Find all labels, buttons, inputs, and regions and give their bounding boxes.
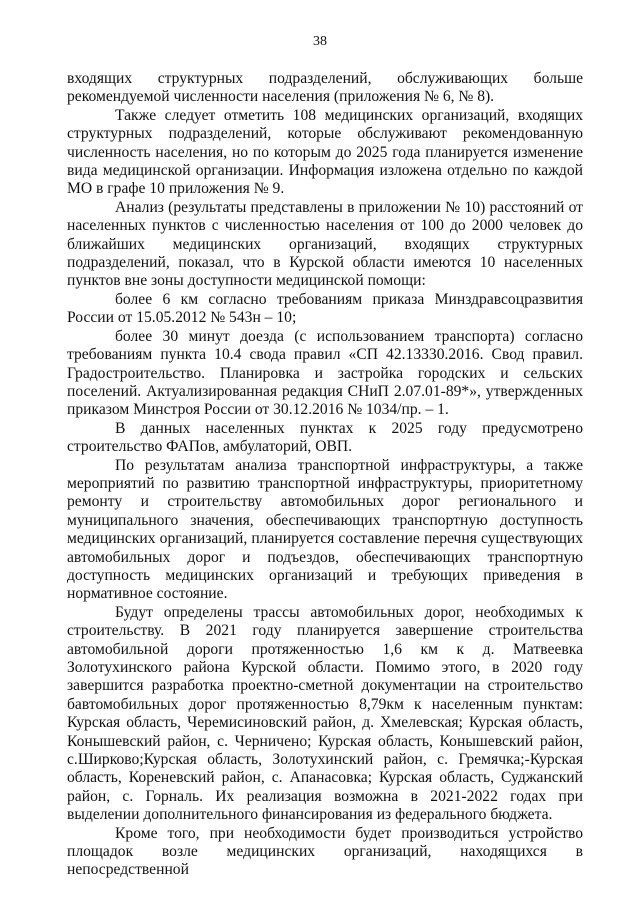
body-text [67, 70, 583, 880]
paragraph: более 30 минут доезда (с использованием транспорта) согласно требованиям пункта 10.4 свода правил «СП 42.13330.2016. Свод правил. Градостроительство. Планировка и застройка городских и сельских поселений. Актуализированная редакция СНиП 2.07.01-89*», утвержденных приказом Минстроя России от 30.12.2016 № 1034/пр. – 1. [67, 327, 583, 419]
paragraph: По результатам анализа транспортной инфраструктуры, а также мероприятий по развитию транспортной инфраструктуры, приоритетному ремонту и строительству автомобильных дорог регионального и муниципального значения, обеспечивающих транспортную доступность медицинских организаций, планируется составление перечня существующих автомобильных дорог и подъездов, обеспечивающих транспортную доступность медицинских организаций и требующих приведения в нормативное состояние. [67, 456, 583, 603]
paragraph: Будут определены трассы автомобильных дорог, необходимых к строительству. В 2021 году планируется завершение строительства автомобильной дороги протяженностью 1,6 км к д. Матвеевка Золотухинского района Курской области. Помимо этого, в 2020 году завершится разработка проектно-сметной документации на строительство бавтомобильных дорог протяженностью 8,79км к населенным пунктам: Курская область, Черемисиновский район, д. Хмелевская; Курская область, Конышевский район, с. Черничено; Курская область, Конышевский район, с.Ширково;Курская область, Золотухинский район, с. Гремячка;-Курская область, Кореневский район, с. Апанасовка; Курская область, Суджанский район, с. Горналь. Их реализация возможна в 2021-2022 годах при выделении дополнительного финансирования из федерального бюджета. [67, 603, 583, 824]
paragraph: Кроме того, при необходимости будет производиться устройство площадок возле медицинских организаций, находящихся в непосредственной [67, 824, 583, 879]
page-number: 38 [313, 34, 327, 49]
paragraph: более 6 км согласно требованиям приказа Минздравсоцразвития России от 15.05.2012 № 543н – 10; [67, 290, 583, 327]
paragraph: В данных населенных пунктах к 2025 году предусмотрено строительство ФАПов, амбулаторий, ОВП. [67, 419, 583, 456]
paragraph: Анализ (результаты представлены в приложении № 10) расстояний от населенных пунктов с численностью населения от 100 до 2000 человек до ближайших медицинских организаций, входящих структурных подразделений, показал, что в Курской области имеются 10 населенных пунктов вне зоны доступности медицинской помощи: [67, 198, 583, 290]
paragraph-continued: входящих структурных подразделений, обслуживающих больше рекомендуемой численности населения (приложения № 6, № 8). [67, 70, 583, 106]
paragraph: Также следует отметить 108 медицинских организаций, входящих структурных подразделений, которые обслуживают рекомендованную численность населения, но по которым до 2025 года планируется изменение вида медицинской организации. Информация изложена отдельно по каждой МО в графе 10 приложения № 9. [67, 106, 583, 198]
